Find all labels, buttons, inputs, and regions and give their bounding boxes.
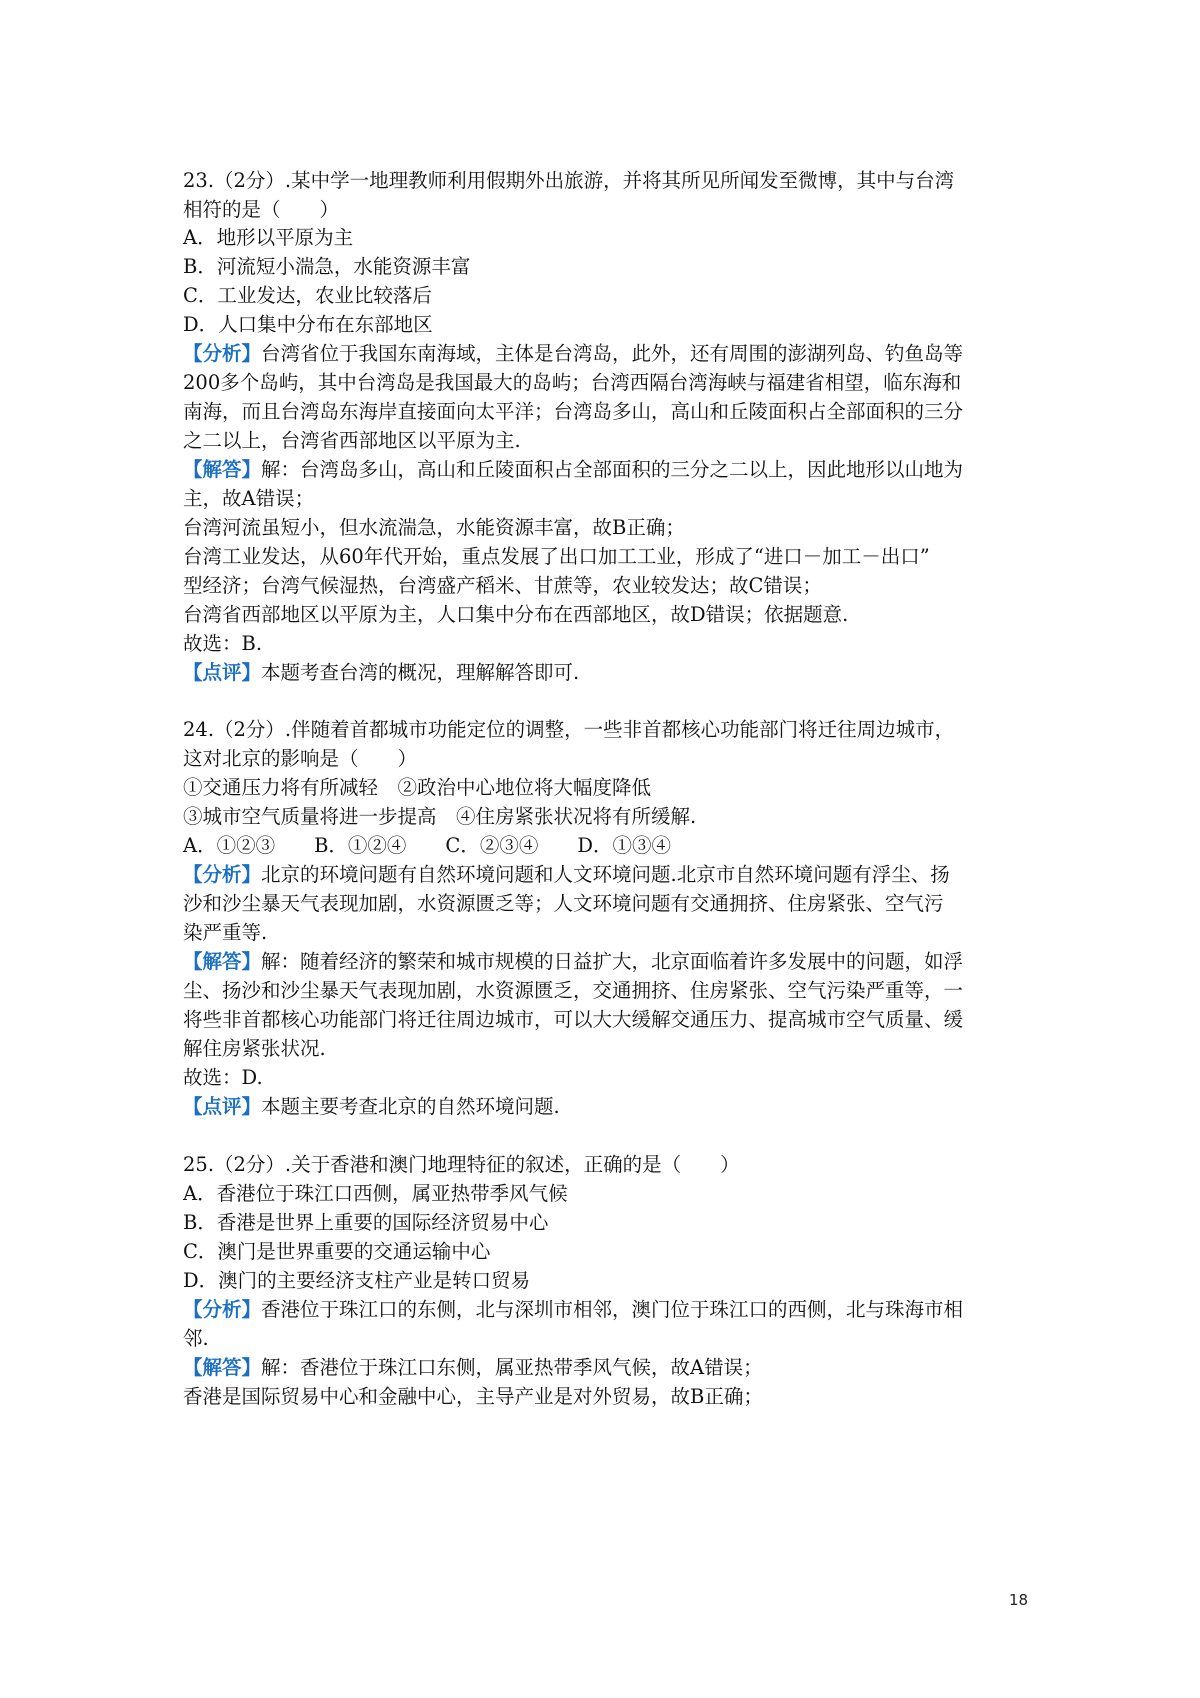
question-23-comment	[183, 658, 1043, 688]
question-23-analysis-line-3: 南海，而且台湾岛东海岸直接面向太平洋；台湾岛多山，高山和丘陵面积占全部面积的三分	[183, 400, 964, 423]
question-23-answer-line-5: 型经济；台湾气候湿热，台湾盛产稻米、甘蔗等，农业较发达；故C错误；	[183, 574, 822, 597]
page-number: 18	[1009, 1591, 1029, 1609]
answer-tag: 【解答】	[183, 1356, 262, 1379]
question-24-comment	[183, 1092, 1043, 1122]
question-24-analysis-line-3: 染严重等.	[183, 921, 268, 944]
answer-text: 解：香港位于珠江口东侧，属亚热带季风气候，故A错误；	[261, 1356, 763, 1379]
question-23-option-d: D．人口集中分布在东部地区	[183, 313, 433, 336]
question-23-answer-line-3: 台湾河流虽短小，但水流湍急，水能资源丰富，故B正确；	[183, 516, 685, 539]
analysis-text: 台湾省位于我国东南海域，主体是台湾岛，此外，还有周围的澎湖列岛、钓鱼岛等	[261, 342, 964, 365]
question-23-option-c: C．工业发达，农业比较落后	[183, 284, 432, 307]
comment-tag: 【点评】	[183, 661, 262, 684]
question-23-analysis-line-2: 200多个岛屿，其中台湾岛是我国最大的岛屿；台湾西隔台湾海峡与福建省相望，临东海和	[183, 371, 962, 394]
question-25-analysis-line-2: 邻.	[183, 1327, 209, 1350]
question-24-analysis-line-2: 沙和沙尘暴天气表现加剧，水资源匮乏等；人文环境问题有交通拥挤、住房紧张、空气污	[183, 892, 944, 915]
question-25-answer-line-1	[183, 1353, 1043, 1383]
question-24-analysis-line-1	[183, 860, 1043, 890]
answer-text: 解：台湾岛多山，高山和丘陵面积占全部面积的三分之二以上，因此地形以山地为	[261, 458, 964, 481]
question-23-option-a: A．地形以平原为主	[183, 226, 354, 249]
question-24-answer-line-3: 将些非首都核心功能部门将迁往周边城市，可以大大缓解交通压力、提高城市空气质量、缓	[183, 1008, 964, 1031]
answer-tag: 【解答】	[183, 458, 262, 481]
question-24-choice: 故选：D.	[183, 1066, 263, 1089]
question-24-stem-line-1: 24.（2分）.伴随着首都城市功能定位的调整，一些非首都核心功能部门将迁往周边城市，	[183, 718, 955, 741]
question-23-option-b: B．河流短小湍急，水能资源丰富	[183, 255, 471, 278]
question-24-answer-line-2: 尘、扬沙和沙尘暴天气表现加剧，水资源匮乏，交通拥挤、住房紧张、空气污染严重等，一	[183, 979, 964, 1002]
question-25-answer-line-2: 香港是国际贸易中心和金融中心，主导产业是对外贸易，故B正确；	[183, 1385, 763, 1408]
question-23-analysis-line-4: 之二以上，台湾省西部地区以平原为主.	[183, 429, 521, 452]
answer-tag: 【解答】	[183, 950, 262, 973]
question-25-option-b: B．香港是世界上重要的国际经济贸易中心	[183, 1211, 549, 1234]
question-25-analysis-line-1	[183, 1295, 1043, 1325]
question-25-option-a: A．香港位于珠江口西侧，属亚热带季风气候	[183, 1182, 568, 1205]
comment-tag: 【点评】	[183, 1095, 262, 1118]
analysis-text: 北京的环境问题有自然环境问题和人文环境问题.北京市自然环境问题有浮尘、扬	[261, 863, 950, 886]
question-24-statement-line-2: ③城市空气质量将进一步提高 ④住房紧张状况将有所缓解.	[183, 805, 697, 828]
comment-text: 本题主要考查北京的自然环境问题.	[261, 1095, 560, 1118]
question-23-answer-line-4: 台湾工业发达，从60年代开始，重点发展了出口加工工业，形成了“进口－加工－出口”	[183, 545, 930, 568]
comment-text: 本题考查台湾的概况，理解解答即可.	[261, 661, 580, 684]
question-25-option-d: D．澳门的主要经济支柱产业是转口贸易	[183, 1269, 531, 1292]
analysis-tag: 【分析】	[183, 342, 262, 365]
answer-text: 解：随着经济的繁荣和城市规模的日益扩大，北京面临着许多发展中的问题，如浮	[261, 950, 964, 973]
question-23-choice: 故选：B.	[183, 632, 263, 655]
question-24-options: A．①②③ B．①②④ C．②③④ D．①③④	[183, 834, 671, 857]
question-23-analysis-line-1	[183, 339, 1043, 369]
question-23-answer-line-1	[183, 455, 1043, 485]
question-24-statement-line-1: ①交通压力将有所减轻 ②政治中心地位将大幅度降低	[183, 776, 652, 799]
analysis-tag: 【分析】	[183, 863, 262, 886]
analysis-text: 香港位于珠江口的东侧，北与深圳市相邻，澳门位于珠江口的西侧，北与珠海市相	[261, 1298, 964, 1321]
question-25-option-c: C．澳门是世界重要的交通运输中心	[183, 1240, 491, 1263]
question-24-answer-line-4: 解住房紧张状况.	[183, 1037, 326, 1060]
question-23-answer-line-6: 台湾省西部地区以平原为主，人口集中分布在西部地区，故D错误；依据题意.	[183, 603, 849, 626]
analysis-tag: 【分析】	[183, 1298, 262, 1321]
question-24-answer-line-1	[183, 947, 1043, 977]
question-23-stem-line-1: 23.（2分）.某中学一地理教师利用假期外出旅游，并将其所见所闻发至微博，其中与台湾	[183, 169, 955, 192]
question-23-answer-line-2: 主，故A错误；	[183, 487, 315, 510]
question-23-stem-line-2: 相符的是（ ）	[183, 198, 340, 221]
question-25-stem-line-1: 25.（2分）.关于香港和澳门地理特征的叙述，正确的是（ ）	[183, 1153, 740, 1176]
question-24-stem-line-2: 这对北京的影响是（ ）	[183, 747, 418, 770]
